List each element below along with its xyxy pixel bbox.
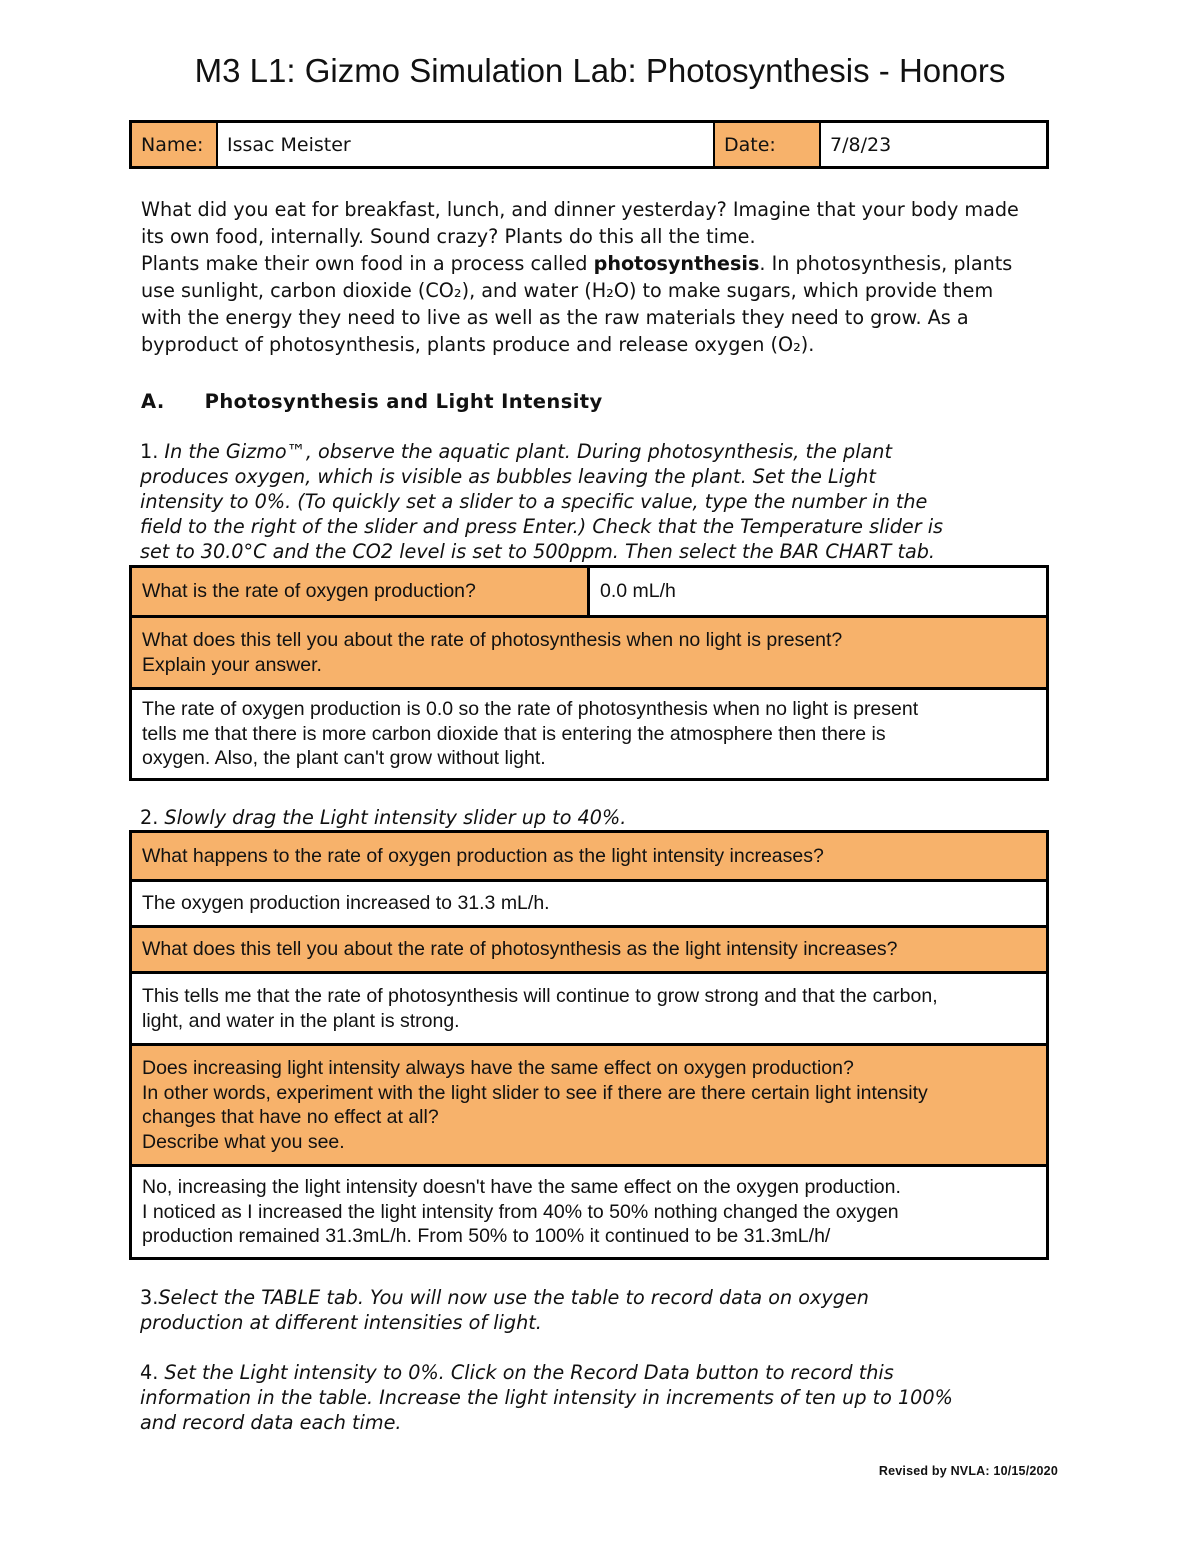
intro-line: byproduct of photosynthesis, plants produce and release oxygen (O₂). — [141, 333, 815, 356]
question-number: 3. — [140, 1286, 159, 1309]
section-letter: A. — [141, 390, 165, 413]
name-label: Name: — [132, 123, 218, 166]
question-number: 2. — [140, 806, 159, 829]
no-light-question: What does this tell you about the rate of photosynthesis when no light is present? Explain your answer. — [132, 615, 1046, 687]
question-number: 1. — [140, 440, 159, 463]
section-title: Photosynthesis and Light Intensity — [204, 390, 603, 413]
date-label: Date: — [715, 123, 821, 166]
intro-line: Plants make their own food in a process called photosynthesis. In photosynthesis, plants — [141, 252, 1013, 275]
photosynthesis-rate-answer[interactable]: This tells me that the rate of photosynthesis will continue to grow strong and that the carbon, light, and water in the plant is strong. — [132, 971, 1046, 1043]
rate-row — [132, 568, 1046, 615]
student-info-table — [129, 120, 1049, 169]
oxygen-rate-answer[interactable]: The oxygen production increased to 31.3 mL/h. — [132, 879, 1046, 925]
no-light-answer[interactable]: The rate of oxygen production is 0.0 so the rate of photosynthesis when no light is present tells me that there is more carbon dioxide that is entering the atmosphere then there is oxygen. Also, the plant can't grow without light. — [132, 687, 1046, 778]
photosynthesis-rate-question: What does this tell you about the rate of photosynthesis as the light intensity increases? — [132, 925, 1046, 971]
intro-line: its own food, internally. Sound crazy? Plants do this all the time. — [141, 225, 756, 248]
question-1-table — [129, 565, 1049, 781]
rate-answer[interactable]: 0.0 mL/h — [600, 580, 676, 603]
question-3-instructions: 3.Select the TABLE tab. You will now use the table to record data on oxygen production at different intensities of light. — [140, 1286, 869, 1334]
question-1-instructions: 1. In the Gizmo™, observe the aquatic plant. During photosynthesis, the plant produces oxygen, which is visible as bubbles leaving the plant. Set the Light intensity to 0%. (To quickly set a slider to a specific value, type the number in the field to the right of the slider and press Enter.) Check that the Temperature slider is set to 30.0°C and the CO2 level is set to 500ppm. Then select the BAR CHART tab. — [140, 440, 944, 563]
oxygen-rate-question: What happens to the rate of oxygen production as the light intensity increases? — [132, 833, 1046, 879]
intro-paragraph — [141, 196, 1061, 358]
section-a-heading — [141, 390, 603, 413]
question-2-table — [129, 830, 1049, 1260]
same-effect-question: Does increasing light intensity always have the same effect on oxygen production? In other words, experiment with the light slider to see if there are there certain light intensity changes that have no effect at all? Describe what you see. — [132, 1043, 1046, 1164]
intro-line: with the energy they need to live as well as the raw materials they need to grow. As a — [141, 306, 969, 329]
name-field[interactable]: Issac Meister — [218, 123, 715, 166]
question-2-instructions: 2. Slowly drag the Light intensity slider up to 40%. — [140, 806, 627, 829]
revision-note: Revised by NVLA: 10/15/2020 — [878, 1464, 1058, 1478]
intro-line: use sunlight, carbon dioxide (CO₂), and water (H₂O) to make sugars, which provide them — [141, 279, 994, 302]
photosynthesis-term: photosynthesis — [593, 252, 760, 275]
question-number: 4. — [140, 1361, 159, 1384]
intro-line: What did you eat for breakfast, lunch, and dinner yesterday? Imagine that your body made — [141, 198, 1019, 221]
page-title: M3 L1: Gizmo Simulation Lab: Photosynthesis - Honors — [194, 52, 1006, 89]
rate-question: What is the rate of oxygen production? — [132, 568, 590, 615]
date-field[interactable]: 7/8/23 — [830, 133, 892, 156]
question-4-instructions: 4. Set the Light intensity to 0%. Click on the Record Data button to record this information in the table. Increase the light intensity in increments of ten up to 100% and record data each time. — [140, 1361, 953, 1434]
same-effect-answer[interactable]: No, increasing the light intensity doesn't have the same effect on the oxygen production. I noticed as I increased the light intensity from 40% to 50% nothing changed the oxygen production remained 31.3mL/h. From 50% to 100% it continued to be 31.3mL/h/ — [132, 1164, 1046, 1257]
